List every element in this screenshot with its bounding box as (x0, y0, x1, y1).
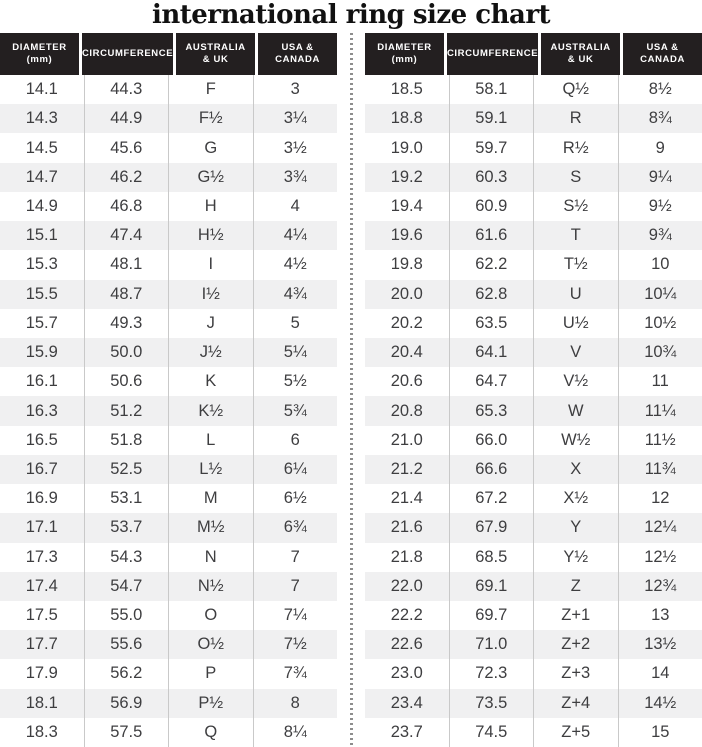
table-cell: 50.6 (84, 367, 169, 396)
table-cell: 45.6 (84, 133, 169, 162)
ring-size-table-left (0, 33, 337, 747)
table-cell: 21.2 (390, 459, 423, 478)
table-row (0, 543, 337, 572)
table-cell: V½ (533, 367, 618, 396)
table-cell: 69.7 (449, 601, 534, 630)
table-cell: Z (533, 572, 618, 601)
table-cell: 49.3 (84, 309, 169, 338)
table-cell: F (168, 75, 253, 104)
table-cell: 11¼ (618, 396, 702, 425)
table-row (0, 163, 337, 192)
table-cell: 62.8 (449, 280, 534, 309)
table-cell: M (168, 484, 253, 513)
table-cell: 48.1 (84, 250, 169, 279)
table-cell: 50.0 (84, 338, 169, 367)
table-row (0, 484, 337, 513)
table-cell: V (533, 338, 618, 367)
table-cell: T½ (533, 250, 618, 279)
table-cell: 3 (253, 75, 338, 104)
table-cell: R½ (533, 133, 618, 162)
table-row (365, 309, 702, 338)
table-cell: W (533, 396, 618, 425)
table-cell: I (168, 250, 253, 279)
table-cell: 12¼ (618, 513, 702, 542)
table-cell: 54.3 (84, 543, 169, 572)
table-cell: 4½ (253, 250, 338, 279)
table-cell: 21.0 (390, 430, 423, 449)
table-cell: 68.5 (449, 543, 534, 572)
table-cell: 8 (253, 689, 338, 718)
table-cell: 7¼ (253, 601, 338, 630)
table-cell: 8¾ (618, 104, 702, 133)
table-cell: 17.5 (25, 606, 58, 625)
table-cell: 9¼ (618, 163, 702, 192)
table-row (365, 367, 702, 396)
table-cell: 53.1 (84, 484, 169, 513)
table-cell: U (533, 280, 618, 309)
table-cell: 13 (618, 601, 702, 630)
table-row (365, 543, 702, 572)
table-row (365, 104, 702, 133)
table-cell: 56.9 (84, 689, 169, 718)
table-cell: 66.6 (449, 455, 534, 484)
table-header-row (365, 33, 702, 75)
table-cell: 20.2 (390, 313, 423, 332)
column-header: AUSTRALIA & UK (176, 33, 255, 75)
table-row (0, 426, 337, 455)
table-cell: 19.8 (390, 255, 423, 274)
table-cell: 14.1 (25, 80, 58, 99)
table-cell: 10 (618, 250, 702, 279)
column-header: CIRCUMFERENCE (447, 33, 538, 75)
table-cell: R (533, 104, 618, 133)
table-cell: 6¾ (253, 513, 338, 542)
table-cell: 9 (618, 133, 702, 162)
table-cell: 15 (618, 718, 702, 747)
table-cell: 20.0 (390, 284, 423, 303)
table-cell: 17.9 (25, 664, 58, 683)
table-cell: 59.1 (449, 104, 534, 133)
table-body (365, 75, 702, 747)
table-row (365, 221, 702, 250)
table-row (365, 572, 702, 601)
table-cell: 4 (253, 192, 338, 221)
table-cell: 11 (618, 367, 702, 396)
table-row (0, 718, 337, 747)
table-cell: 5 (253, 309, 338, 338)
table-cell: 71.0 (449, 630, 534, 659)
table-cell: 66.0 (449, 426, 534, 455)
table-cell: 21.8 (390, 547, 423, 566)
table-cell: Z+1 (533, 601, 618, 630)
table-cell: 58.1 (449, 75, 534, 104)
table-row (0, 689, 337, 718)
table-cell: Y (533, 513, 618, 542)
table-cell: 14.9 (25, 196, 58, 215)
table-cell: Q½ (533, 75, 618, 104)
table-row (0, 280, 337, 309)
table-cell: O (168, 601, 253, 630)
table-cell: H½ (168, 221, 253, 250)
table-cell: J (168, 309, 253, 338)
table-cell: 3¾ (253, 163, 338, 192)
table-row (365, 192, 702, 221)
table-row (0, 75, 337, 104)
table-cell: Y½ (533, 543, 618, 572)
table-row (365, 426, 702, 455)
table-cell: 48.7 (84, 280, 169, 309)
table-cell: Z+4 (533, 689, 618, 718)
table-cell: 22.0 (390, 576, 423, 595)
table-cell: 72.3 (449, 659, 534, 688)
column-header: DIAMETER (mm) (365, 33, 444, 75)
table-row (0, 309, 337, 338)
table-cell: 9½ (618, 192, 702, 221)
table-row (365, 513, 702, 542)
table-cell: 19.2 (390, 167, 423, 186)
table-cell: 10¾ (618, 338, 702, 367)
table-row (365, 630, 702, 659)
table-cell: 5½ (253, 367, 338, 396)
table-row (365, 718, 702, 747)
table-cell: 63.5 (449, 309, 534, 338)
table-cell: N½ (168, 572, 253, 601)
table-row (0, 659, 337, 688)
table-cell: 44.3 (84, 75, 169, 104)
column-header: USA & CANADA (258, 33, 337, 75)
table-cell: 60.3 (449, 163, 534, 192)
table-row (365, 133, 702, 162)
table-cell: 22.6 (390, 635, 423, 654)
table-cell: 10½ (618, 309, 702, 338)
table-cell: 17.4 (25, 576, 58, 595)
table-cell: 5¾ (253, 396, 338, 425)
table-cell: H (168, 192, 253, 221)
table-cell: O½ (168, 630, 253, 659)
table-cell: Q (168, 718, 253, 747)
table-cell: 11¾ (618, 455, 702, 484)
table-cell: 15.5 (25, 284, 58, 303)
table-cell: P (168, 659, 253, 688)
table-cell: 52.5 (84, 455, 169, 484)
table-cell: 18.3 (25, 722, 58, 741)
table-row (365, 75, 702, 104)
table-cell: 6 (253, 426, 338, 455)
table-row (0, 455, 337, 484)
table-cell: 21.4 (390, 489, 423, 508)
divider-wrap (337, 33, 365, 747)
table-row (365, 455, 702, 484)
ring-size-table-right (365, 33, 702, 747)
table-cell: X (533, 455, 618, 484)
table-row (0, 221, 337, 250)
table-row (365, 163, 702, 192)
column-header: CIRCUMFERENCE (82, 33, 173, 75)
table-cell: L½ (168, 455, 253, 484)
table-cell: 64.1 (449, 338, 534, 367)
table-cell: 59.7 (449, 133, 534, 162)
dotted-divider (350, 33, 353, 747)
table-cell: 10¼ (618, 280, 702, 309)
table-cell: 67.9 (449, 513, 534, 542)
table-cell: 18.8 (390, 109, 423, 128)
table-cell: 7½ (253, 630, 338, 659)
table-cell: 19.0 (390, 138, 423, 157)
table-cell: 65.3 (449, 396, 534, 425)
table-cell: L (168, 426, 253, 455)
table-cell: 6½ (253, 484, 338, 513)
table-cell: 8½ (618, 75, 702, 104)
table-cell: 60.9 (449, 192, 534, 221)
table-row (365, 484, 702, 513)
table-cell: Z+5 (533, 718, 618, 747)
table-cell: 46.2 (84, 163, 169, 192)
table-cell: 13½ (618, 630, 702, 659)
table-cell: 20.8 (390, 401, 423, 420)
table-row (365, 280, 702, 309)
table-cell: J½ (168, 338, 253, 367)
table-cell: 17.7 (25, 635, 58, 654)
table-row (0, 250, 337, 279)
table-cell: F½ (168, 104, 253, 133)
table-cell: 47.4 (84, 221, 169, 250)
table-cell: 18.5 (390, 80, 423, 99)
table-cell: 74.5 (449, 718, 534, 747)
table-cell: 15.1 (25, 226, 58, 245)
table-row (365, 338, 702, 367)
column-header: USA & CANADA (623, 33, 702, 75)
table-cell: I½ (168, 280, 253, 309)
table-row (0, 601, 337, 630)
table-cell: 14½ (618, 689, 702, 718)
table-cell: 20.6 (390, 372, 423, 391)
column-header: AUSTRALIA & UK (541, 33, 620, 75)
table-row (0, 338, 337, 367)
table-cell: 8¼ (253, 718, 338, 747)
table-cell: 14.7 (25, 167, 58, 186)
table-cell: 3½ (253, 133, 338, 162)
table-cell: 53.7 (84, 513, 169, 542)
table-cell: 14.3 (25, 109, 58, 128)
table-row (0, 572, 337, 601)
table-cell: K½ (168, 396, 253, 425)
table-cell: 55.6 (84, 630, 169, 659)
table-cell: Z+2 (533, 630, 618, 659)
table-row (0, 630, 337, 659)
table-cell: 14 (618, 659, 702, 688)
table-cell: 51.8 (84, 426, 169, 455)
table-cell: 19.6 (390, 226, 423, 245)
table-cell: G (168, 133, 253, 162)
table-row (0, 367, 337, 396)
table-cell: 67.2 (449, 484, 534, 513)
table-cell: 18.1 (25, 693, 58, 712)
table-cell: 3¼ (253, 104, 338, 133)
table-cell: 5¼ (253, 338, 338, 367)
table-row (0, 396, 337, 425)
table-cell: Z+3 (533, 659, 618, 688)
table-cell: 7 (253, 543, 338, 572)
table-cell: 44.9 (84, 104, 169, 133)
table-row (365, 250, 702, 279)
table-cell: 6¼ (253, 455, 338, 484)
table-row (365, 659, 702, 688)
table-cell: 14.5 (25, 138, 58, 157)
tables-container (0, 33, 702, 747)
table-cell: 15.7 (25, 313, 58, 332)
table-cell: G½ (168, 163, 253, 192)
table-cell: 11½ (618, 426, 702, 455)
column-header: DIAMETER (mm) (0, 33, 79, 75)
table-cell: 46.8 (84, 192, 169, 221)
table-row (0, 192, 337, 221)
table-cell: U½ (533, 309, 618, 338)
table-body (0, 75, 337, 747)
table-cell: 12½ (618, 543, 702, 572)
table-cell: M½ (168, 513, 253, 542)
table-cell: 55.0 (84, 601, 169, 630)
table-cell: 9¾ (618, 221, 702, 250)
table-cell: T (533, 221, 618, 250)
table-cell: 16.7 (25, 459, 58, 478)
table-cell: 12 (618, 484, 702, 513)
table-cell: 61.6 (449, 221, 534, 250)
table-header-row (0, 33, 337, 75)
table-cell: 69.1 (449, 572, 534, 601)
table-cell: 20.4 (390, 343, 423, 362)
table-cell: 4¾ (253, 280, 338, 309)
table-cell: N (168, 543, 253, 572)
table-cell: S (533, 163, 618, 192)
table-cell: 16.5 (25, 430, 58, 449)
table-cell: P½ (168, 689, 253, 718)
table-cell: 23.7 (390, 722, 423, 741)
table-cell: 56.2 (84, 659, 169, 688)
table-cell: 64.7 (449, 367, 534, 396)
table-cell: 16.9 (25, 489, 58, 508)
table-cell: 17.3 (25, 547, 58, 566)
table-cell: 7 (253, 572, 338, 601)
page-title: international ring size chart (151, 0, 551, 30)
table-cell: 15.3 (25, 255, 58, 274)
table-cell: 57.5 (84, 718, 169, 747)
table-row (0, 104, 337, 133)
table-row (365, 601, 702, 630)
table-cell: 4¼ (253, 221, 338, 250)
table-cell: 54.7 (84, 572, 169, 601)
table-cell: X½ (533, 484, 618, 513)
table-cell: 62.2 (449, 250, 534, 279)
table-cell: 23.0 (390, 664, 423, 683)
table-cell: 21.6 (390, 518, 423, 537)
table-row (0, 133, 337, 162)
table-cell: 12¾ (618, 572, 702, 601)
table-cell: 23.4 (390, 693, 423, 712)
table-cell: 7¾ (253, 659, 338, 688)
table-cell: 22.2 (390, 606, 423, 625)
table-cell: K (168, 367, 253, 396)
table-cell: 16.1 (25, 372, 58, 391)
table-cell: 15.9 (25, 343, 58, 362)
table-row (365, 689, 702, 718)
table-cell: 17.1 (25, 518, 58, 537)
table-cell: 51.2 (84, 396, 169, 425)
table-row (0, 513, 337, 542)
table-row (365, 396, 702, 425)
table-cell: S½ (533, 192, 618, 221)
table-cell: W½ (533, 426, 618, 455)
table-cell: 19.4 (390, 196, 423, 215)
table-cell: 73.5 (449, 689, 534, 718)
table-cell: 16.3 (25, 401, 58, 420)
